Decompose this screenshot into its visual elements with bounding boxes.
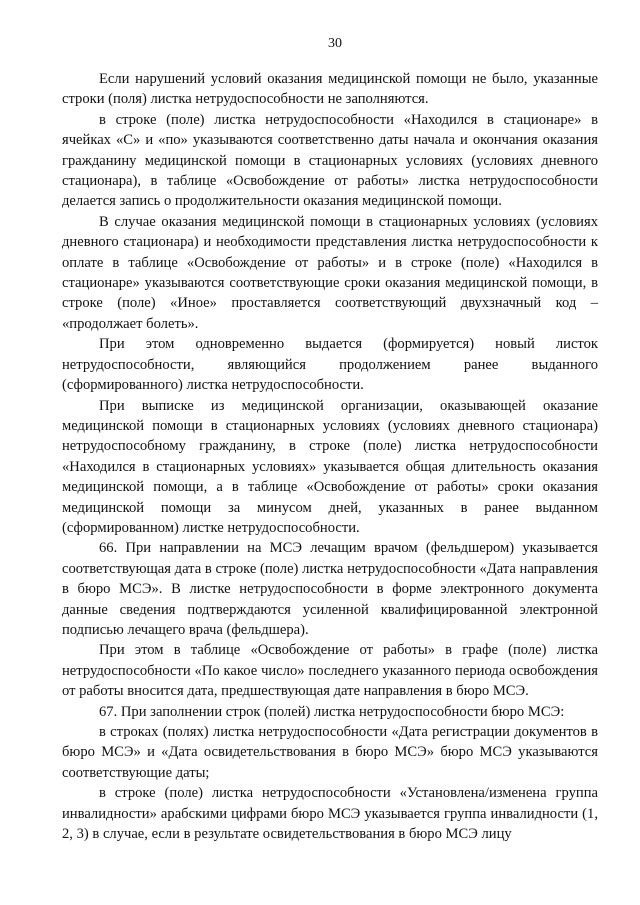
paragraph-new-certificate: При этом одновременно выдается (формируется) новый листок нетрудоспособности, являющийся продолжением ранее выданного (сформированного) листка нетрудоспособности.	[62, 336, 598, 394]
paragraph-item-66: 66. При направлении на МСЭ лечащим врачом (фельдшером) указывается соответствующая дата в строке (поле) листка нетрудоспособности «Дата направления в бюро МСЭ». В листке нетрудоспособности в форме электронного документа данные сведения подтверждаются усиленной квалифицированной электронной подписью лечащего врача (фельдшера).	[62, 540, 598, 638]
paragraph-no-violations: Если нарушений условий оказания медицинской помощи не было, указанные строки (поля) листка нетрудоспособности не заполняются.	[62, 71, 598, 108]
paragraph-item-67: 67. При заполнении строк (полей) листка нетрудоспособности бюро МСЭ:	[99, 703, 565, 720]
page-number: 30	[328, 36, 342, 51]
paragraph-hospital-field: в строке (поле) листка нетрудоспособности «Находился в стационаре» в ячейках «С» и «по» указываются соответственно даты начала и окончания оказания гражданину медицинской помощи в стационарных условиях (условиях дневного стационара), в таблице «Освобождение от работы» листка нетрудоспособности делается запись о продолжительности оказания медицинской помощи.	[62, 111, 598, 210]
paragraph-mse-dates: в строках (полях) листка нетрудоспособности «Дата регистрации документов в бюро МСЭ» и «Дата освидетельствования в бюро МСЭ» бюро МСЭ указываются соответствующие даты;	[62, 724, 598, 781]
paragraph-disability-group: в строке (поле) листка нетрудоспособности «Установлена/изменена группа инвалидности» арабскими цифрами бюро МСЭ указывается группа инвалидности (1, 2, 3) в случае, если в результате освидетельствования в бюро МСЭ лицу	[62, 785, 598, 843]
paragraph-discharge: При выписке из медицинской организации, оказывающей оказание медицинской помощи в стационарных условиях (условиях дневного стационара) нетрудоспособному гражданину, в строке (поле) листка нетрудоспособности «Находился в стационарных условиях» указывается общая длительность оказания медицинской помощи, а в таблице «Освобождение от работы» сроки оказания медицинской помощи за минусом дней, указанных в ранее выданном (сформированном) листке нетрудоспособности.	[62, 397, 598, 536]
paragraph-release-date: При этом в таблице «Освобождение от работы» в графе (поле) листка нетрудоспособности «По какое число» последнего указанного периода освобождения от работы вносится дата, предшествующая дате направления в бюро МСЭ.	[62, 642, 598, 700]
paragraph-continuing-illness: В случае оказания медицинской помощи в стационарных условиях (условиях дневного стационара) и необходимости представления листка нетрудоспособности к оплате в таблице «Освобождение от работы» и в строке (поле) «Находился в стационаре» указываются соответствующие сроки оказания медицинской помощи, в строке (поле) «Иное» проставляется соответствующий двухзначный код – «продолжает болеть».	[62, 213, 598, 332]
